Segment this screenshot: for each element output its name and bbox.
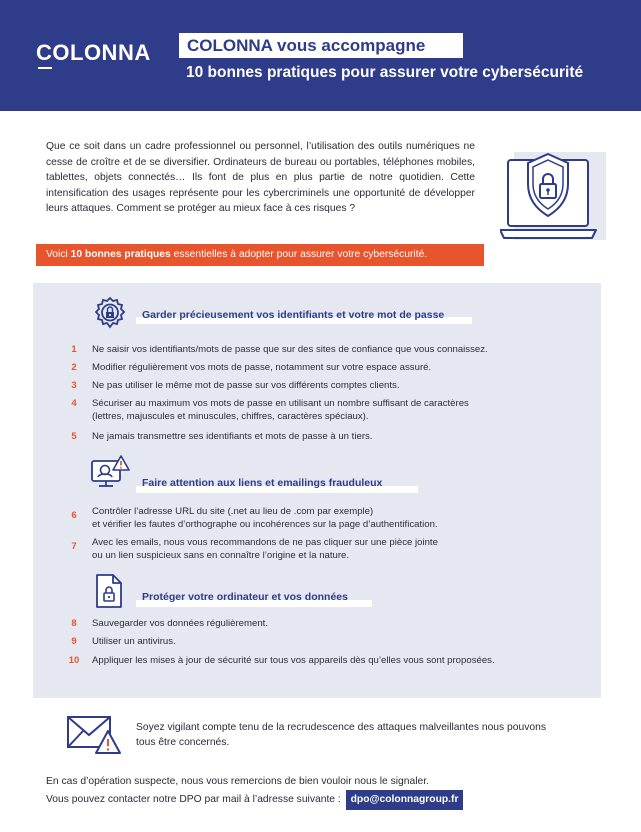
practice-item: Utiliser un antivirus. <box>92 636 176 647</box>
practice-item: Ne saisir vos identifiants/mots de passe que sur des sites de confiance que vous connaissez. <box>92 344 488 355</box>
section-title-credentials: Garder précieusement vos identifiants et votre mot de passe <box>142 309 445 321</box>
document-lock-icon <box>94 573 124 609</box>
vigilance-text: Soyez vigilant compte tenu de la recrudescence des attaques malveillantes nous pouvons tous être concernés. <box>136 722 546 748</box>
monitor-warning-icon <box>89 455 131 491</box>
cta-bold: 10 bonnes pratiques <box>70 249 171 260</box>
intro-paragraph: Que ce soit dans un cadre professionnel ou personnel, l’utilisation des outils numériques ne cesse de croître et de se diversifier. Ordinateurs de bureau ou portables, téléphones mobiles, tablettes, objets connectés… Ils font de plus en plus partie de notre quotidien. Cette intensification des usages représente pour les cybercriminels une opportunité de développer leurs attaques. Comment se protéger au mieux face à ces risques ? <box>46 141 475 214</box>
page-title: COLONNA vous accompagne <box>179 33 463 58</box>
item-number: 6 <box>71 510 77 521</box>
header-banner <box>0 0 641 111</box>
contact-block <box>46 773 463 810</box>
item-number: 7 <box>71 541 77 552</box>
mail-warning-icon <box>66 713 122 755</box>
section-title-phishing: Faire attention aux liens et emailings frauduleux <box>142 477 383 489</box>
item-number: 5 <box>71 431 77 442</box>
dpo-email-link[interactable]: dpo@colonnagroup.fr <box>346 790 464 810</box>
practice-item: Avec les emails, nous vous recommandons de ne pas cliquer sur une pièce jointe <box>92 537 438 548</box>
page-subtitle: 10 bonnes pratiques pour assurer votre cybersécurité <box>186 64 584 81</box>
practice-item-cont: et vérifier les fautes d’orthographe ou incohérences sur la page d’authentification. <box>92 519 438 530</box>
practice-item: Appliquer les mises à jour de sécurité sur tous vos appareils dès qu’elles vous sont proposées. <box>92 655 495 666</box>
practice-item: Ne jamais transmettre ses identifiants et mots de passe à un tiers. <box>92 431 373 442</box>
item-number: 1 <box>71 344 77 355</box>
practice-item: Sauvegarder vos données régulièrement. <box>92 618 268 629</box>
laptop-shield-icon <box>500 150 606 250</box>
item-number: 10 <box>68 655 80 666</box>
practice-item: Modifier régulièrement vos mots de passe, notamment sur votre espace assuré. <box>92 362 432 373</box>
cta-prefix: Voici <box>46 249 71 260</box>
item-number: 9 <box>71 636 77 647</box>
item-number: 8 <box>71 618 77 629</box>
section-title-protect: Protéger votre ordinateur et vos données <box>142 591 348 603</box>
colonna-logo: COLONNA <box>36 40 151 65</box>
practice-item: Sécuriser au maximum vos mots de passe en utilisant un nombre suffisant de caractères <box>92 398 469 409</box>
item-number: 4 <box>71 398 77 409</box>
item-number: 2 <box>71 362 77 373</box>
logo-underline <box>38 67 52 69</box>
practice-item: Ne pas utiliser le même mot de passe sur vos différents comptes clients. <box>92 380 400 391</box>
contact-line-2-text: Vous pouvez contacter notre DPO par mail à l’adresse suivante : <box>46 794 344 805</box>
cta-banner <box>36 244 484 266</box>
item-number: 3 <box>71 380 77 391</box>
practice-item-cont: (lettres, majuscules et minuscules, chiffres, caractères spéciaux). <box>92 411 369 422</box>
contact-line-1: En cas d’opération suspecte, nous vous remercions de bien vouloir nous le signaler. <box>46 776 429 787</box>
contact-line-2 <box>46 790 463 810</box>
practice-item-cont: ou un lien suspicieux sans en connaître l’origine et la nature. <box>92 550 350 561</box>
gear-lock-icon <box>93 296 127 330</box>
cta-suffix: essentielles à adopter pour assurer votre cybersécurité. <box>170 249 428 260</box>
practice-item: Contrôler l’adresse URL du site (.net au lieu de .com par exemple) <box>92 506 374 517</box>
